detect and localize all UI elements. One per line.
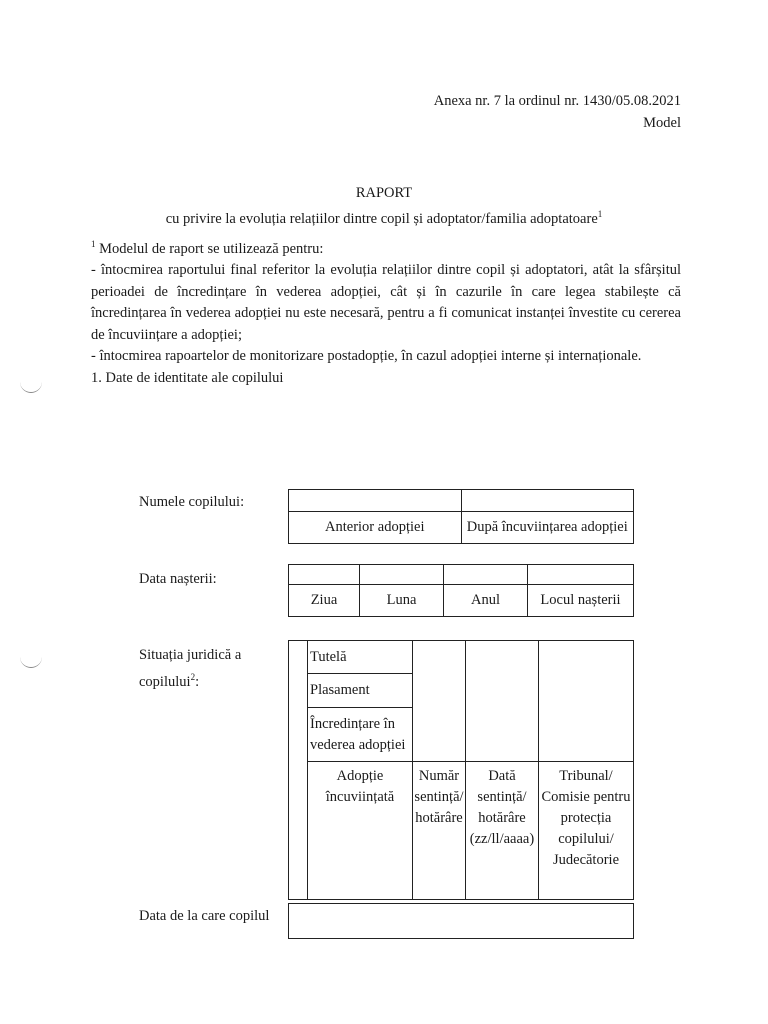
situation-footnote-mark: 2 [190, 672, 196, 682]
birth-place-cell[interactable] [528, 565, 634, 585]
situation-table [288, 640, 634, 900]
date-from-cell[interactable] [289, 904, 634, 939]
birth-table [288, 564, 634, 617]
name-table [288, 489, 634, 544]
birth-day-cell[interactable] [289, 565, 360, 585]
date-from-label: Data de la care copilul [139, 908, 270, 924]
scan-margin-mark [20, 645, 42, 668]
annex-reference: Anexa nr. 7 la ordinul nr. 1430/05.08.2021 [433, 93, 681, 109]
footnote-item-1: - întocmirea raportului final referitor la evoluția relațiilor dintre copil și adoptatori, atât la sfârșitul perioadei de încredințare în vederea adopției, cât și în cazurile în care legea stabilește că încredințarea în vederea adopției nu este necesară, pentru a fi comunicat instanței învestite cu cererea de încuviințare a adopției; [91, 262, 681, 343]
birth-col-year: Anul [444, 585, 528, 617]
situation-court-blank[interactable] [539, 641, 634, 762]
name-before-cell[interactable] [289, 490, 462, 512]
situation-label-line2 [139, 666, 241, 693]
situation-plasament: Plasament [308, 674, 413, 708]
birth-col-place: Locul nașterii [528, 585, 634, 617]
birth-label: Data nașterii: [139, 571, 217, 587]
annex-header [434, 90, 681, 134]
name-after-cell[interactable] [461, 490, 634, 512]
footnote-number: 1 [91, 239, 96, 249]
situation-tutela: Tutelă [308, 641, 413, 674]
court-header: Tribunal/ Comisie pentru protecția copilului/ Judecătorie [539, 762, 634, 900]
footnote-item-2: - întocmirea rapoartelor de monitorizare postadopție, în cazul adopției interne și internaționale. [91, 348, 642, 365]
section-heading: 1. Date de identitate ale copilului [91, 369, 284, 386]
situation-label [139, 644, 241, 693]
situation-number-blank[interactable] [413, 641, 466, 762]
adoption-approved-header: Adopție încuviințată [308, 762, 413, 900]
footnote-lead [91, 234, 681, 260]
situation-date-blank[interactable] [466, 641, 539, 762]
situation-label-line1: Situația juridică a [139, 647, 242, 663]
name-label: Numele copilului: [139, 494, 245, 510]
name-col-before: Anterior adopției [289, 512, 462, 544]
scan-margin-mark [20, 370, 42, 393]
birth-col-month: Luna [360, 585, 444, 617]
sentence-number-header: Număr sentință/ hotărâre [413, 762, 466, 900]
subtitle-text: cu privire la evoluția relațiilor dintre copil și adoptator/familia adoptatoare [165, 210, 598, 227]
date-from-table [288, 903, 634, 939]
footnote-mark: 1 [597, 209, 603, 219]
report-subtitle [0, 203, 768, 230]
birth-col-day: Ziua [289, 585, 360, 617]
sentence-date-header: Dată sentință/ hotărâre (zz/ll/aaaa) [466, 762, 539, 900]
situation-checkbox-column[interactable] [289, 641, 308, 900]
situation-label-word: copilului [139, 673, 191, 690]
situation-incredintare: Încredințare în vederea adopției [308, 708, 413, 762]
footnote-text [91, 234, 681, 389]
birth-month-cell[interactable] [360, 565, 444, 585]
footnote-lead-text: Modelul de raport se utilizează pentru: [95, 240, 324, 257]
name-col-after: După încuviințarea adopției [461, 512, 634, 544]
situation-label-colon: : [195, 673, 200, 690]
birth-year-cell[interactable] [444, 565, 528, 585]
model-label: Model [643, 115, 681, 131]
report-title: RAPORT [355, 185, 413, 201]
